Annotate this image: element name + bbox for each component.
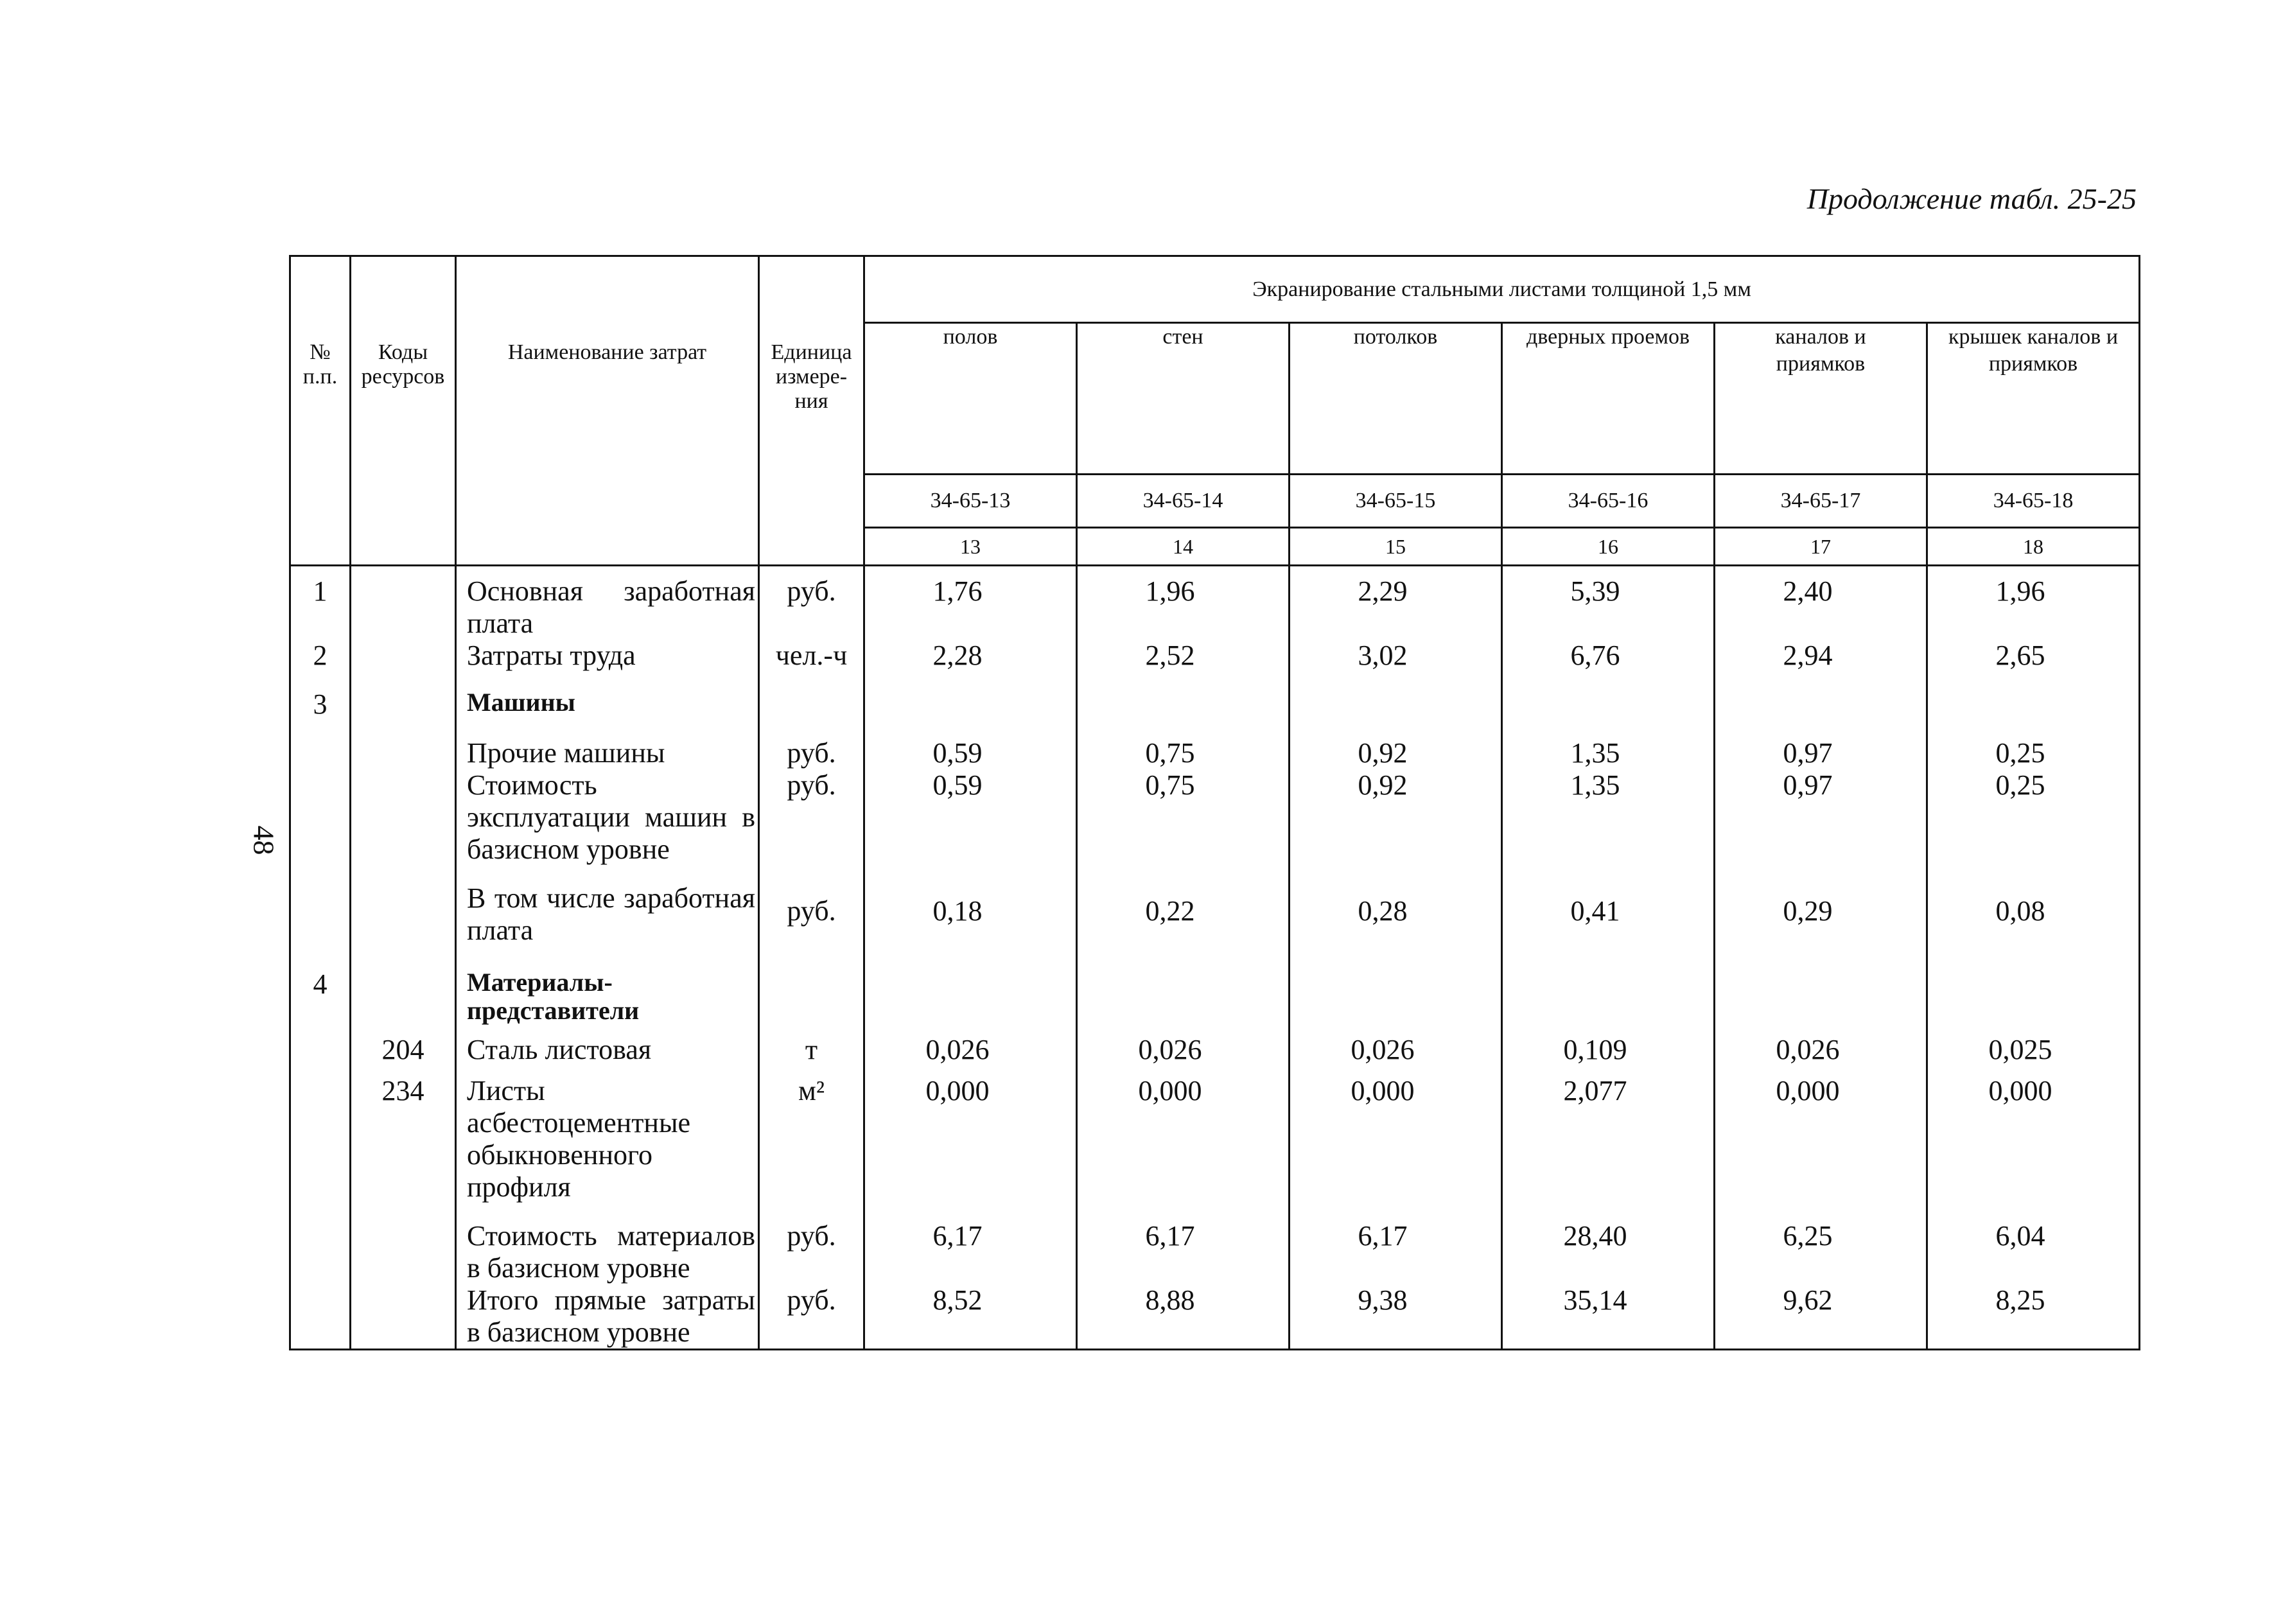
row-value: 0,109 — [1502, 1025, 1715, 1066]
row-num — [290, 1203, 351, 1284]
row-value: 0,22 — [1077, 866, 1290, 947]
row-unit: руб. — [759, 769, 864, 866]
table-row — [290, 720, 2140, 769]
header-col-label: дверных проемов — [1502, 323, 1715, 475]
page-number: 48 — [247, 825, 281, 855]
table-row — [290, 1284, 2140, 1350]
table-row — [290, 1025, 2140, 1066]
row-unit — [759, 947, 864, 1025]
header-col-label: каналов и приямков — [1715, 323, 1927, 475]
table-row — [290, 866, 2140, 947]
row-code — [351, 720, 456, 769]
row-value: 3,02 — [1290, 640, 1502, 672]
header-col-label: крышек каналов и приямков — [1927, 323, 2140, 475]
row-value: 0,000 — [864, 1066, 1077, 1203]
row-value — [1715, 672, 1927, 720]
row-code — [351, 640, 456, 672]
row-value: 2,52 — [1077, 640, 1290, 672]
row-value: 0,59 — [864, 720, 1077, 769]
row-value — [1927, 947, 2140, 1025]
row-code — [351, 1203, 456, 1284]
row-value: 1,96 — [1077, 566, 1290, 640]
row-value: 0,18 — [864, 866, 1077, 947]
row-value: 0,92 — [1290, 720, 1502, 769]
row-value: 2,65 — [1927, 640, 2140, 672]
row-value: 0,25 — [1927, 720, 2140, 769]
row-value — [1290, 672, 1502, 720]
header-codes: Коды ресурсов — [351, 256, 456, 566]
row-code — [351, 947, 456, 1025]
row-num: 1 — [290, 566, 351, 640]
row-name: Затраты труда — [456, 640, 759, 672]
row-value — [1290, 947, 1502, 1025]
row-value: 6,17 — [1077, 1203, 1290, 1284]
row-name: Стоимость эксплуатации машин в базисном уровне — [456, 769, 759, 866]
row-unit: руб. — [759, 1284, 864, 1350]
row-code — [351, 769, 456, 866]
row-value: 0,026 — [864, 1025, 1077, 1066]
header-col-label: полов — [864, 323, 1077, 475]
header-col-code: 34-65-15 — [1290, 475, 1502, 528]
row-value: 6,04 — [1927, 1203, 2140, 1284]
row-value — [864, 672, 1077, 720]
row-code — [351, 672, 456, 720]
row-unit: руб. — [759, 566, 864, 640]
header-col-number: 15 — [1290, 528, 1502, 566]
header-col-code: 34-65-18 — [1927, 475, 2140, 528]
table-row — [290, 947, 2140, 1025]
row-name: В том числе заработная плата — [456, 866, 759, 947]
table-body — [290, 566, 2140, 1350]
row-value: 8,88 — [1077, 1284, 1290, 1350]
row-value: 2,40 — [1715, 566, 1927, 640]
header-col-number: 18 — [1927, 528, 2140, 566]
row-num — [290, 1284, 351, 1350]
header-col-code: 34-65-17 — [1715, 475, 1927, 528]
row-value: 1,35 — [1502, 720, 1715, 769]
row-value: 0,29 — [1715, 866, 1927, 947]
row-value: 0,25 — [1927, 769, 2140, 866]
row-value: 0,000 — [1927, 1066, 2140, 1203]
row-unit: руб. — [759, 866, 864, 947]
row-name: Машины — [456, 672, 759, 720]
table-caption: Продолжение табл. 25-25 — [1806, 182, 2137, 215]
header-col-code: 34-65-16 — [1502, 475, 1715, 528]
row-value: 2,077 — [1502, 1066, 1715, 1203]
row-value: 1,76 — [864, 566, 1077, 640]
row-unit: м² — [759, 1066, 864, 1203]
row-value: 0,75 — [1077, 720, 1290, 769]
row-value: 0,92 — [1290, 769, 1502, 866]
row-name: Итого прямые затраты в базисном уровне — [456, 1284, 759, 1350]
row-value — [1502, 947, 1715, 1025]
row-value: 28,40 — [1502, 1203, 1715, 1284]
row-unit: руб. — [759, 1203, 864, 1284]
header-col-number: 14 — [1077, 528, 1290, 566]
row-value — [1715, 947, 1927, 1025]
table-row — [290, 566, 2140, 640]
row-value: 1,35 — [1502, 769, 1715, 866]
row-value: 6,17 — [864, 1203, 1077, 1284]
row-name: Стоимость материалов в базисном уровне — [456, 1203, 759, 1284]
row-value: 2,29 — [1290, 566, 1502, 640]
row-value: 6,25 — [1715, 1203, 1927, 1284]
row-value — [1077, 672, 1290, 720]
row-num: 3 — [290, 672, 351, 720]
row-value: 0,28 — [1290, 866, 1502, 947]
table-row — [290, 1203, 2140, 1284]
row-num — [290, 769, 351, 866]
row-code: 204 — [351, 1025, 456, 1066]
row-code: 234 — [351, 1066, 456, 1203]
row-num — [290, 1066, 351, 1203]
row-unit — [759, 672, 864, 720]
row-value: 35,14 — [1502, 1284, 1715, 1350]
header-col-number: 17 — [1715, 528, 1927, 566]
row-value: 5,39 — [1502, 566, 1715, 640]
row-value: 6,76 — [1502, 640, 1715, 672]
row-num — [290, 1025, 351, 1066]
row-unit: руб. — [759, 720, 864, 769]
table-row — [290, 1066, 2140, 1203]
header-col-code: 34-65-14 — [1077, 475, 1290, 528]
row-value: 6,17 — [1290, 1203, 1502, 1284]
header-name: Наименование затрат — [456, 256, 759, 566]
row-value: 0,000 — [1077, 1066, 1290, 1203]
header-col-label: потолков — [1290, 323, 1502, 475]
row-value: 9,62 — [1715, 1284, 1927, 1350]
table-row — [290, 640, 2140, 672]
row-value — [1077, 947, 1290, 1025]
row-value: 2,28 — [864, 640, 1077, 672]
row-value — [1927, 672, 2140, 720]
row-value — [864, 947, 1077, 1025]
header-unit: Единица измере- ния — [759, 256, 864, 566]
row-value: 9,38 — [1290, 1284, 1502, 1350]
cost-table — [289, 255, 2140, 1350]
row-code — [351, 866, 456, 947]
table-header — [290, 256, 2140, 566]
row-value: 0,75 — [1077, 769, 1290, 866]
row-value: 0,000 — [1290, 1066, 1502, 1203]
row-name: Листы асбестоцементные обыкновенного профиля — [456, 1066, 759, 1203]
row-value: 0,026 — [1077, 1025, 1290, 1066]
header-group: Экранирование стальными листами толщиной 1,5 мм — [864, 256, 2140, 323]
header-col-number: 13 — [864, 528, 1077, 566]
row-value — [1502, 672, 1715, 720]
row-value: 1,96 — [1927, 566, 2140, 640]
header-col-number: 16 — [1502, 528, 1715, 566]
row-num: 4 — [290, 947, 351, 1025]
row-value: 0,41 — [1502, 866, 1715, 947]
row-value: 0,59 — [864, 769, 1077, 866]
row-name: Сталь листовая — [456, 1025, 759, 1066]
row-unit: т — [759, 1025, 864, 1066]
header-col-code: 34-65-13 — [864, 475, 1077, 528]
row-value: 2,94 — [1715, 640, 1927, 672]
row-value: 8,52 — [864, 1284, 1077, 1350]
row-unit: чел.-ч — [759, 640, 864, 672]
row-value: 0,000 — [1715, 1066, 1927, 1203]
header-col-label: стен — [1077, 323, 1290, 475]
table-row — [290, 769, 2140, 866]
row-value: 0,025 — [1927, 1025, 2140, 1066]
row-value: 0,026 — [1715, 1025, 1927, 1066]
row-value: 8,25 — [1927, 1284, 2140, 1350]
row-num — [290, 720, 351, 769]
row-value: 0,08 — [1927, 866, 2140, 947]
row-value: 0,97 — [1715, 720, 1927, 769]
row-code — [351, 566, 456, 640]
row-value: 0,026 — [1290, 1025, 1502, 1066]
table-row — [290, 672, 2140, 720]
row-code — [351, 1284, 456, 1350]
header-num: № п.п. — [290, 256, 351, 566]
row-num: 2 — [290, 640, 351, 672]
row-name: Прочие машины — [456, 720, 759, 769]
row-name: Материалы-представители — [456, 947, 759, 1025]
row-num — [290, 866, 351, 947]
row-name: Основная заработная плата — [456, 566, 759, 640]
row-value: 0,97 — [1715, 769, 1927, 866]
